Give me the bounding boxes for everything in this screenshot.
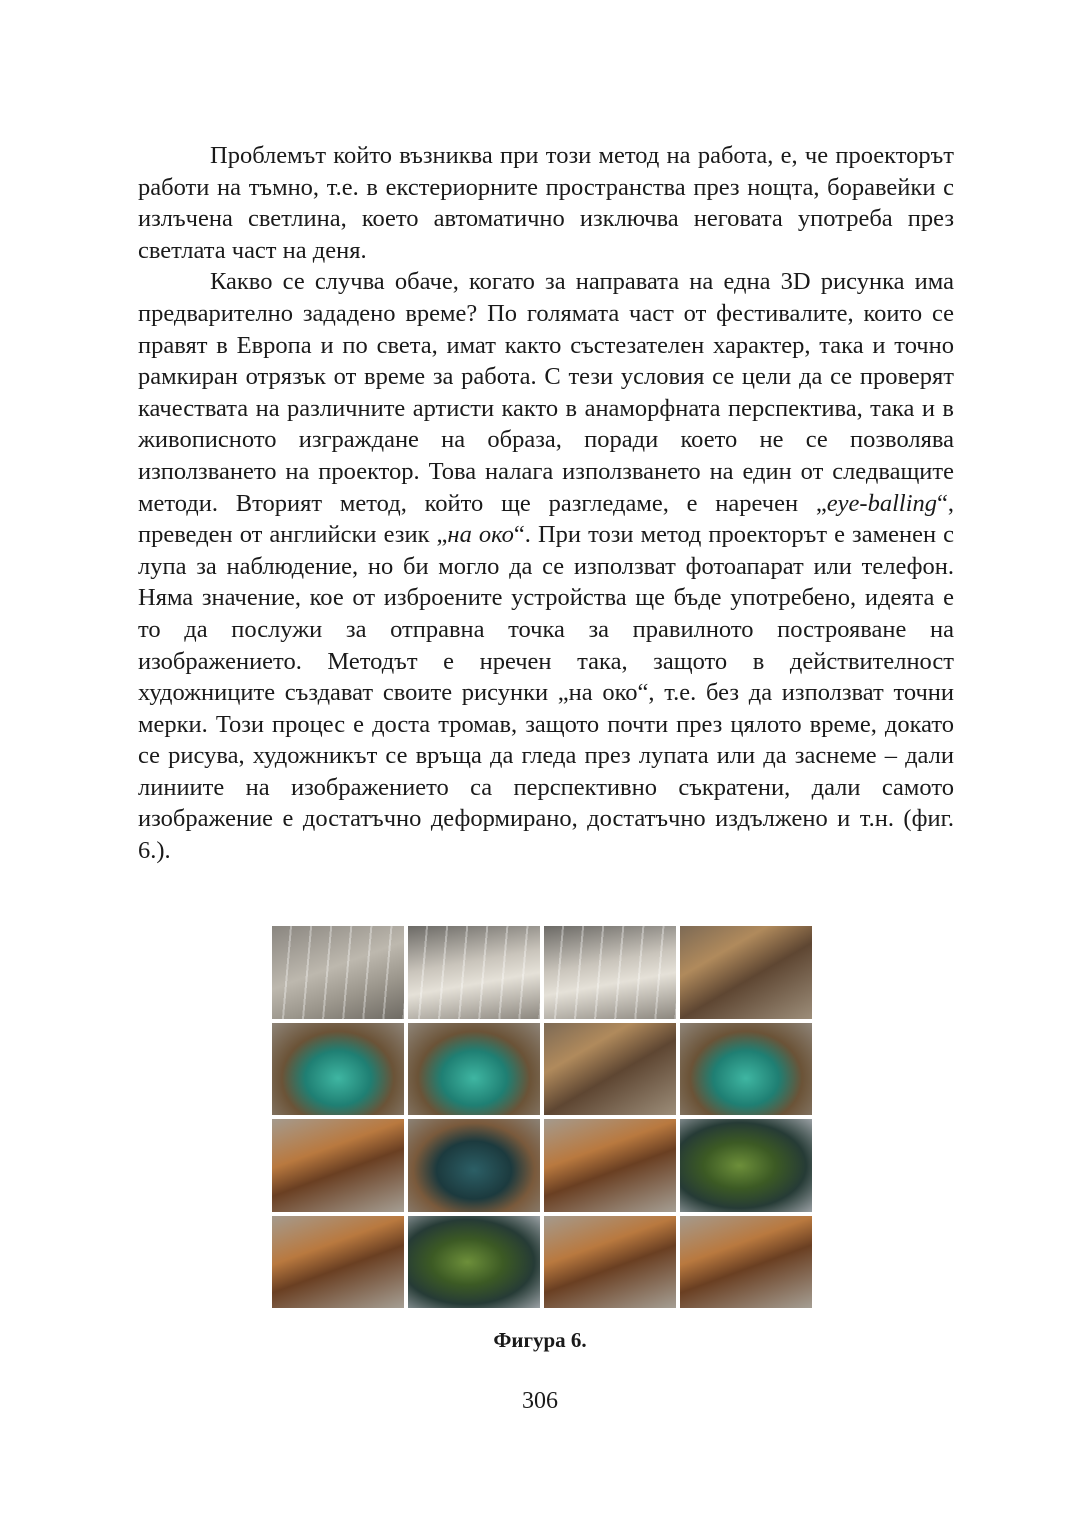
figure-photo-1 (272, 926, 404, 1019)
figure-photo-10 (408, 1119, 540, 1212)
figure-photo-12 (680, 1119, 812, 1212)
figure-photo-13 (272, 1216, 404, 1309)
paragraph-1: Проблемът който възниква при този метод на работа, е, че проекторът работи на тъмно, т.е. в екстериорните пространства през нощта, боравейки с излъчена светлина, което автоматично изключва неговата употреба през светлата част на деня. (138, 142, 954, 264)
figure-photo-11 (544, 1119, 676, 1212)
paragraph-2-text-after: “. При този метод проекторът е заменен с лупа за наблюдение, но би могло да се използват фотоапарат или телефон. Няма значение, кое от изброените устройства ще бъде употребено, идеята е то да послужи за отправна точка за правилното построяване на изображението. Методът е нречен така, защото в действителност художниците създават своите рисунки „на око“, т.е. без да използват точни мерки. Този процес е доста тромав, защото почти през цялото време, докато се рисува, художникът се връща да гледа през лупата или да заснеме – дали линиите на изображението са перспективно съкратени, дали самото изображение е достатъчно деформирано, достатъчно издължено и т.н. (фиг. 6.). (138, 521, 954, 865)
figure-photo-6 (408, 1023, 540, 1116)
figure-photo-9 (272, 1119, 404, 1212)
figure-photo-4 (680, 926, 812, 1019)
page-number: 306 (522, 1388, 558, 1414)
paragraph-2-text-middle: “, преведен от английски език „ (138, 489, 954, 549)
figure-photo-7 (544, 1023, 676, 1116)
body-text (138, 140, 954, 867)
figure-caption: Фигура 6. (493, 1328, 587, 1352)
figure-photo-3 (544, 926, 676, 1019)
term-eye-balling: eye-balling (826, 489, 937, 517)
figure-photo-8 (680, 1023, 812, 1116)
figure-photo-15 (544, 1216, 676, 1309)
figure-photo-16 (680, 1216, 812, 1309)
figure-photo-14 (408, 1216, 540, 1309)
term-translation: на око (447, 521, 514, 549)
figure-photo-5 (272, 1023, 404, 1116)
figure-photo-grid (272, 926, 812, 1308)
paragraph-2 (138, 266, 954, 866)
figure-photo-2 (408, 926, 540, 1019)
paragraph-2-text-before: Какво се случва обаче, когато за направата на една 3D рисунка има предварително зададено време? По голямата част от фестивалите, които се правят в Европа и по света, имат както състезателен характер, така и точно рамкиран отрязък от време за работа. С тези условия се цели да се проверят качествата на различните артисти както в анаморфната перспектива, така и в живописното изграждане на образа, поради което не се позволява използването на проектор. Това налага използването на един от следващите методи. Вторият метод, който ще разгледаме, е наречен „ (138, 268, 954, 517)
